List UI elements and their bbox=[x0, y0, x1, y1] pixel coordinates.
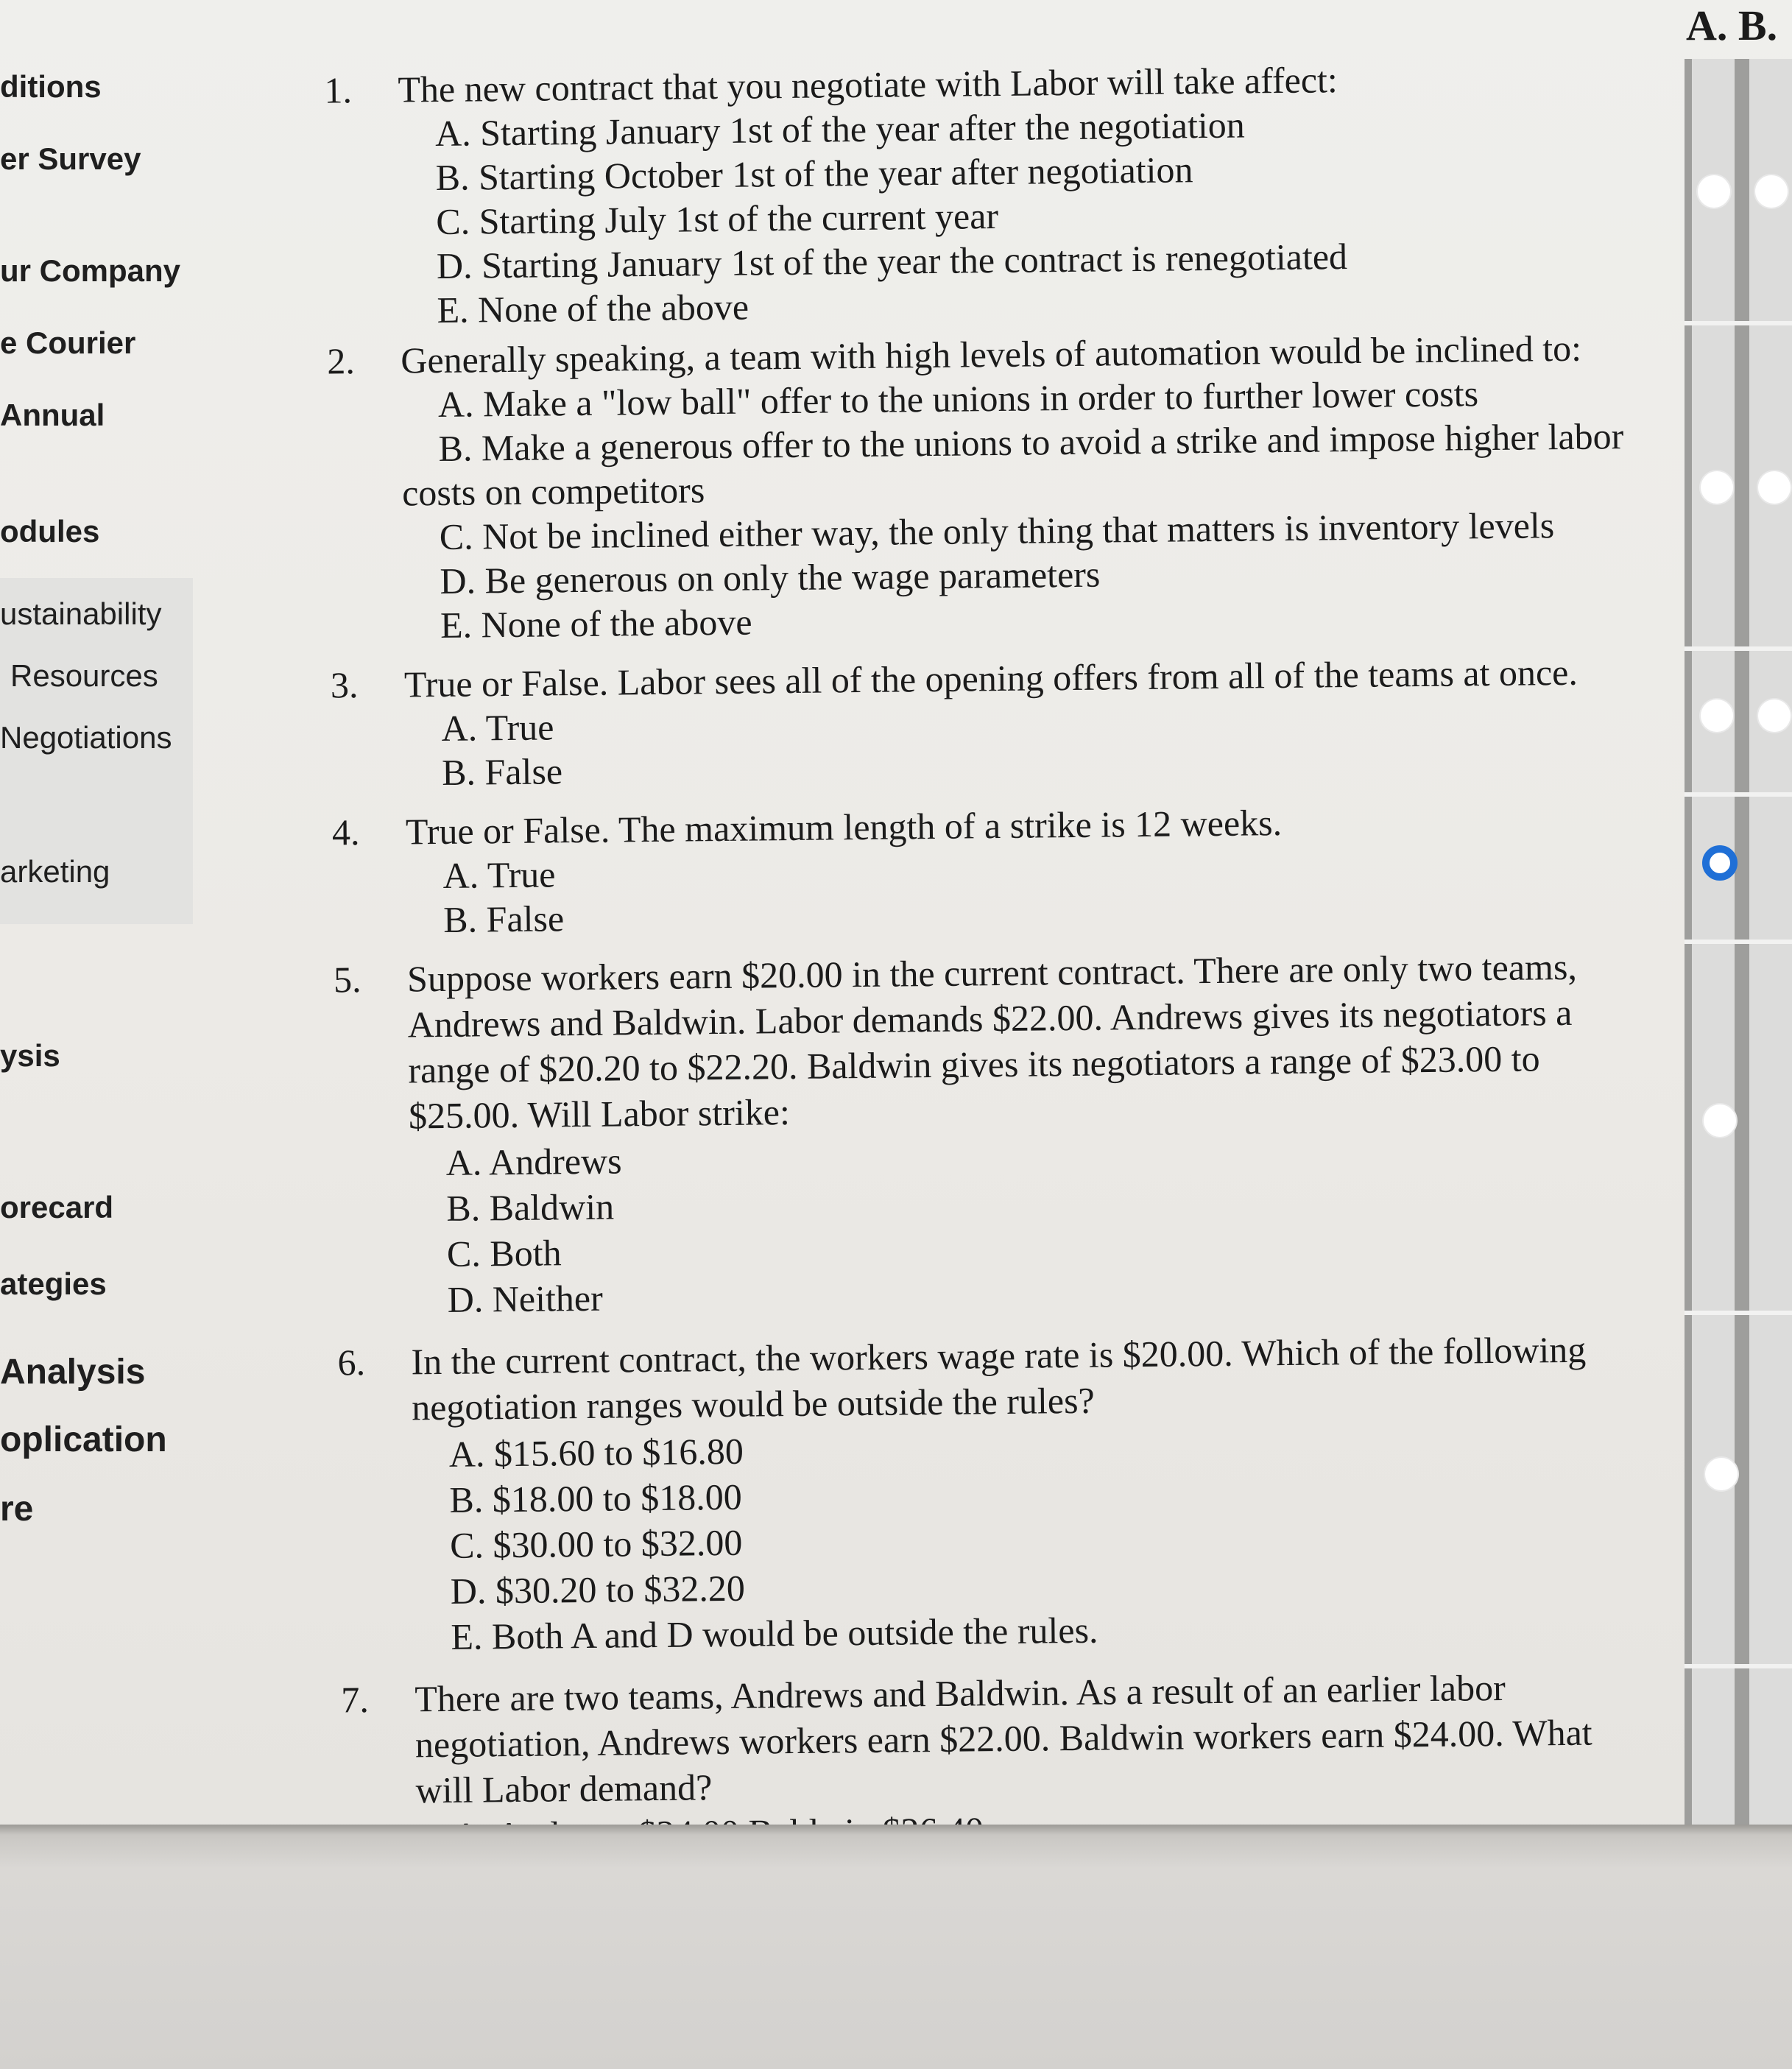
sidebar-item-modules[interactable]: odules bbox=[0, 514, 100, 549]
question-text: Generally speaking, a team with high levels of automation would be inclined to: bbox=[401, 327, 1582, 381]
radio-q3-b[interactable] bbox=[1758, 699, 1791, 732]
sidebar-item-marketing[interactable]: arketing bbox=[0, 854, 110, 889]
option-b-continued: costs on competitors bbox=[401, 469, 705, 514]
question-number: 3. bbox=[330, 664, 359, 706]
question-number: 1. bbox=[324, 69, 353, 111]
sidebar-item-re[interactable]: re bbox=[0, 1490, 34, 1529]
question-number: 6. bbox=[337, 1342, 366, 1384]
radio-q3-a[interactable] bbox=[1701, 699, 1733, 732]
question-number: 4. bbox=[331, 811, 360, 853]
question-text-line-2: negotiation ranges would be outside the rules? bbox=[411, 1379, 1095, 1428]
question-text-line-3: range of $20.20 to $22.20. Baldwin gives its negotiators a range of $23.00 to bbox=[408, 1037, 1540, 1091]
option-d: D. Be generous on only the wage parameters bbox=[440, 553, 1101, 602]
radio-q4-a-selected[interactable] bbox=[1702, 845, 1738, 881]
question-text-line-1: There are two teams, Andrews and Baldwin. As a result of an earlier labor bbox=[415, 1666, 1506, 1720]
question-text-line-1: Suppose workers earn $20.00 in the current contract. There are only two teams, bbox=[406, 945, 1578, 1000]
sidebar-nav bbox=[0, 0, 193, 1825]
sidebar-item-survey[interactable]: er Survey bbox=[0, 141, 141, 176]
quiz-document bbox=[294, 44, 1712, 1826]
row-divider bbox=[1685, 1311, 1792, 1315]
radio-q6-a[interactable] bbox=[1705, 1458, 1738, 1490]
option-a: A. $15.60 to $16.80 bbox=[448, 1430, 744, 1475]
option-c: C. Not be inclined either way, the only thing that matters is inventory levels bbox=[439, 504, 1555, 557]
option-c: C. $30.00 to $32.00 bbox=[449, 1521, 743, 1566]
sidebar-item-your-company[interactable]: ur Company bbox=[0, 253, 181, 288]
option-b: B. False bbox=[442, 898, 565, 940]
radio-q1-b[interactable] bbox=[1755, 175, 1788, 208]
question-text-line-2: Andrews and Baldwin. Labor demands $22.00. Andrews gives its negotiators a bbox=[407, 991, 1573, 1046]
radio-q1-a[interactable] bbox=[1698, 175, 1730, 208]
option-b: B. Baldwin bbox=[446, 1185, 615, 1229]
question-text-line-2: negotiation, Andrews workers earn $22.00. Baldwin workers earn $24.00. What bbox=[415, 1711, 1592, 1766]
question-text: True or False. Labor sees all of the opening offers from all of the teams at once. bbox=[403, 651, 1578, 705]
answer-columns-header: A. B. bbox=[1686, 1, 1778, 49]
question-text-line-4: $25.00. Will Labor strike: bbox=[408, 1091, 791, 1137]
option-a: A. True bbox=[441, 706, 554, 749]
option-a: A. Andrews bbox=[445, 1140, 622, 1183]
option-d: D. Starting January 1st of the year the contract is renegotiated bbox=[436, 236, 1348, 286]
option-b: B. False bbox=[441, 750, 563, 793]
question-text-line-3: will Labor demand? bbox=[415, 1766, 713, 1811]
sidebar-item-application[interactable]: oplication bbox=[0, 1420, 167, 1459]
question-1 bbox=[294, 44, 1693, 331]
sidebar-item-analysis[interactable]: ysis bbox=[0, 1038, 60, 1073]
row-divider bbox=[1685, 321, 1792, 325]
sidebar-item-courier[interactable]: e Courier bbox=[0, 325, 136, 360]
radio-q5-a[interactable] bbox=[1704, 1104, 1736, 1137]
sidebar-item-resources[interactable]: Resources bbox=[10, 658, 158, 693]
option-c: C. Both bbox=[446, 1232, 562, 1275]
question-text: True or False. The maximum length of a strike is 12 weeks. bbox=[405, 802, 1283, 853]
option-e: E. None of the above bbox=[440, 601, 752, 646]
sidebar-item-negotiations[interactable]: Negotiations bbox=[0, 720, 172, 755]
option-a: A. Starting January 1st of the year after the negotiation bbox=[434, 104, 1245, 155]
radio-q2-a[interactable] bbox=[1701, 471, 1733, 504]
radio-q2-b[interactable] bbox=[1758, 471, 1791, 504]
question-number: 5. bbox=[333, 959, 361, 1001]
option-a: A. Make a "low ball" offer to the unions in order to further lower costs bbox=[437, 373, 1479, 425]
option-d: D. $30.20 to $32.20 bbox=[450, 1567, 746, 1612]
row-divider bbox=[1685, 646, 1792, 651]
question-number: 2. bbox=[327, 340, 356, 382]
row-divider bbox=[1685, 792, 1792, 797]
row-divider bbox=[1685, 1664, 1792, 1668]
option-e: E. None of the above bbox=[437, 286, 749, 331]
answer-panel bbox=[1685, 59, 1792, 1825]
question-text: The new contract that you negotiate with Labor will take affect: bbox=[398, 59, 1338, 110]
sidebar-item-sustainability[interactable]: ustainability bbox=[0, 596, 162, 631]
question-text-line-1: In the current contract, the workers wage rate is $20.00. Which of the following bbox=[411, 1328, 1587, 1383]
monitor-bezel bbox=[0, 1825, 1792, 2069]
option-d: D. Neither bbox=[447, 1277, 603, 1320]
question-number: 7. bbox=[341, 1679, 370, 1721]
sidebar-item-editions[interactable]: ditions bbox=[0, 69, 102, 104]
option-c: C. Starting July 1st of the current year bbox=[436, 195, 999, 242]
option-e: E. Both A and D would be outside the rules. bbox=[451, 1609, 1098, 1657]
option-b: B. $18.00 to $18.00 bbox=[449, 1476, 743, 1520]
option-a: A. True bbox=[442, 853, 556, 896]
sidebar-item-scorecard[interactable]: orecard bbox=[0, 1190, 114, 1224]
option-b: B. Make a generous offer to the unions to avoid a strike and impose higher labor bbox=[438, 415, 1624, 469]
sidebar-item-analysis-2[interactable]: Analysis bbox=[0, 1353, 146, 1392]
row-divider bbox=[1685, 940, 1792, 944]
sidebar-item-annual[interactable]: Annual bbox=[0, 398, 105, 432]
sidebar-item-strategies[interactable]: ategies bbox=[0, 1266, 107, 1301]
option-b: B. Starting October 1st of the year after negotiation bbox=[435, 149, 1193, 198]
